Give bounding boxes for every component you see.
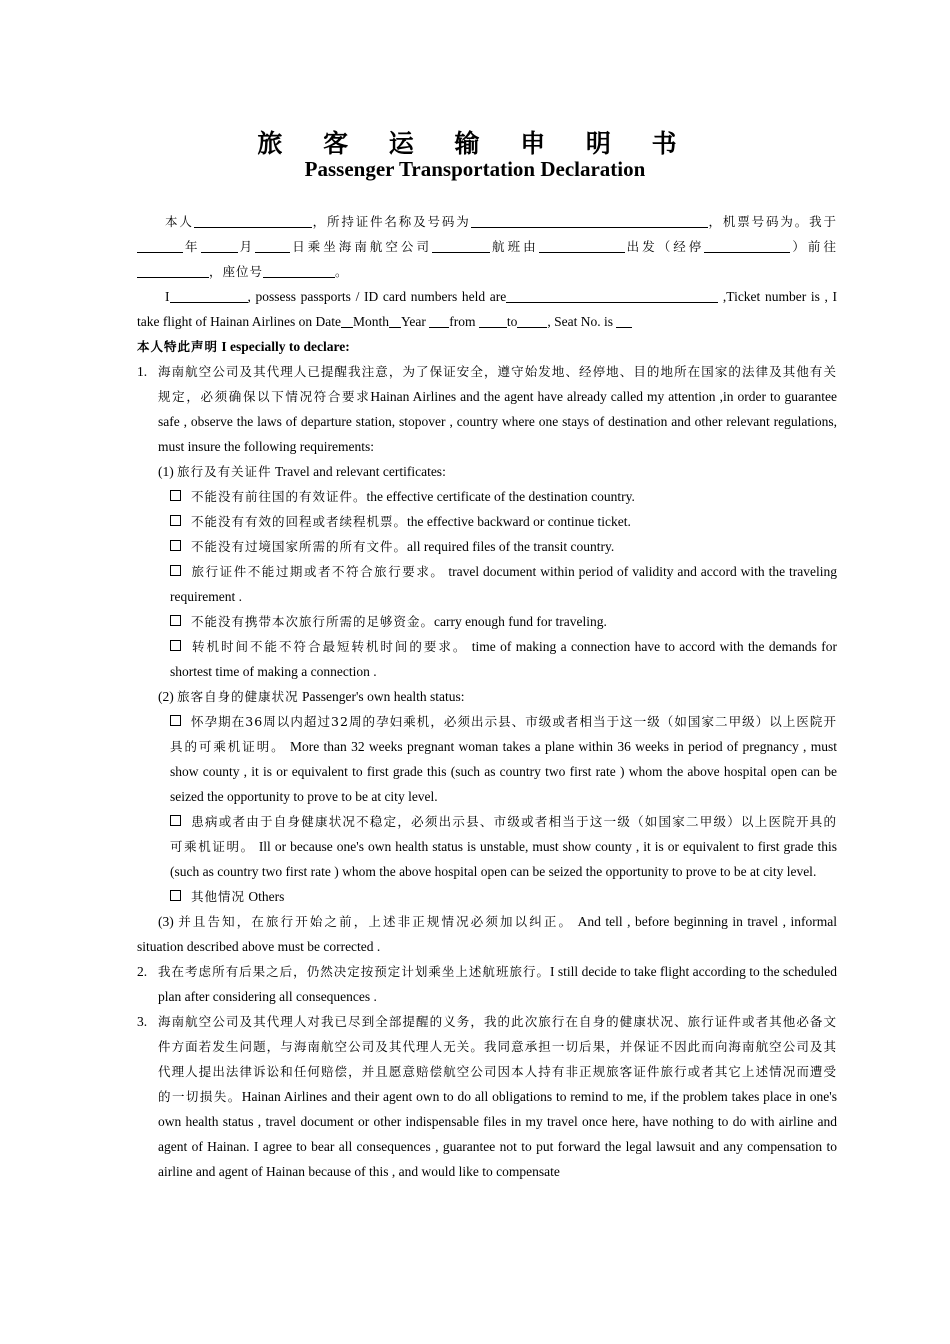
check-en: Others	[248, 889, 285, 904]
checkbox[interactable]	[170, 515, 181, 526]
declaration-body	[137, 209, 837, 1184]
item-3-en: Hainan Airlines and their agent own to do all obligations to remind to me, if the problem takes place in one's own health status , travel document or other indispensable files in my travel once here, have nothing to do with airline and agent of Hainan. I agree to bear all consequences , guarantee not to put forward the legal lawsuit and any compensation to airline and agent of Hainan because of this , and would like to compensate	[158, 1089, 837, 1179]
intro-cn-text: ，座位号	[209, 264, 264, 279]
destination-blank[interactable]	[137, 262, 209, 278]
check-en: the effective certificate of the destination country.	[366, 489, 635, 504]
check-item	[137, 534, 837, 559]
month-blank[interactable]	[201, 237, 238, 253]
intro-cn-text: 。	[335, 264, 349, 279]
checkbox[interactable]	[170, 815, 181, 826]
checkbox[interactable]	[170, 540, 181, 551]
flight-blank[interactable]	[432, 237, 490, 253]
item-number: 3.	[137, 1014, 148, 1029]
checkbox[interactable]	[170, 565, 181, 576]
check-item	[137, 809, 837, 884]
sub-label: (2)	[158, 689, 174, 704]
checkbox[interactable]	[170, 615, 181, 626]
check-item	[137, 484, 837, 509]
sub-3	[137, 909, 837, 959]
intro-en-text: Month	[352, 314, 389, 329]
title-english: Passenger Transportation Declaration	[304, 157, 646, 181]
declare-heading-en: I especially to declare:	[221, 339, 350, 354]
sub-1	[137, 459, 837, 484]
item-1-en: Hainan Airlines and the agent have already called my attention ,in order to guarantee safe , observe the laws of departure station, stopover , country where one stays of destination and other relevant regulations, must insure the following requirements:	[158, 389, 837, 454]
check-cn: 其他情况	[191, 889, 246, 904]
checkbox[interactable]	[170, 640, 181, 651]
check-cn: 转机时间不能不符合最短转机时间的要求。	[191, 639, 468, 654]
item-3-cn: 海南航空公司及其代理人对我已尽到全部提醒的义务，我的此次旅行在自身的健康状况、旅行证件或者其他必备文件方面若发生问题，与海南航空公司及其代理人无关。我同意承担一切后果，并保证不因此而向海南航空公司及其代理人提出法律诉讼和任何赔偿，并且愿意赔偿航空公司因本人持有非正规旅客证件旅行或者其它上述情况而遭受的一切损失。	[158, 1014, 837, 1104]
check-cn: 怀孕期在36周以内超过32周的孕妇乘机，必须出示县、市级或者相当于这一级（如国家二甲级）以上医院开具的可乘机证明。	[170, 714, 837, 754]
intro-cn-text: 日乘坐海南航空公司	[290, 239, 432, 254]
intro-en-text: to	[506, 314, 518, 329]
check-item	[137, 709, 837, 809]
item-1-cn: 海南航空公司及其代理人已提醒我注意，为了保证安全，遵守始发地、经停地、目的地所在国家的法律及其他有关规定，必须确保以下情况符合要求	[158, 364, 837, 404]
check-item	[137, 509, 837, 534]
intro-en-text: I	[165, 289, 170, 304]
sub-2	[137, 684, 837, 709]
to-blank-en[interactable]	[517, 312, 547, 328]
intro-en-text: , Seat No. is	[547, 314, 613, 329]
sub-3-en: And tell , before beginning in travel , informal situation described above must be corrected .	[137, 914, 837, 954]
item-1	[137, 359, 837, 459]
item-2	[137, 959, 837, 1009]
day-blank[interactable]	[255, 237, 290, 253]
intro-cn-text: ，机票号码为	[707, 214, 795, 229]
check-en: the effective backward or continue ticket.	[407, 514, 631, 529]
sub-1-en: Travel and relevant certificates:	[275, 464, 446, 479]
intro-cn-text: 本人	[165, 214, 194, 229]
checkbox[interactable]	[170, 490, 181, 501]
seat-blank-en[interactable]	[616, 312, 632, 328]
sub-2-cn: 旅客自身的健康状况	[177, 689, 299, 704]
checkbox[interactable]	[170, 715, 181, 726]
check-cn: 患病或者由于自身健康状况不稳定，必须出示县、市级或者相当于这一级（如国家二甲级）以上医院开具的可乘机证明。	[170, 814, 837, 854]
check-cn: 不能没有前往国的有效证件。	[191, 489, 367, 504]
check-item	[137, 609, 837, 634]
intro-cn-text: 。我于	[794, 214, 837, 229]
intro-cn-text: ）前往	[790, 239, 837, 254]
check-en: travel document within period of validity and accord with the traveling requirement .	[170, 564, 837, 604]
from-blank-en[interactable]	[479, 312, 507, 328]
item-number: 2.	[137, 964, 148, 979]
sub-2-en: Passenger's own health status:	[302, 689, 465, 704]
check-en: carry enough fund for traveling.	[434, 614, 607, 629]
date-blank-en[interactable]	[341, 312, 353, 328]
intro-cn-text: 年	[183, 239, 201, 254]
check-item	[137, 884, 837, 909]
intro-cn-text: 月	[237, 239, 256, 254]
check-cn: 旅行证件不能过期或者不符合旅行要求。	[191, 564, 445, 579]
name-blank[interactable]	[194, 212, 312, 228]
intro-chinese	[137, 209, 837, 284]
intro-english	[137, 284, 837, 334]
year-blank-en[interactable]	[429, 312, 449, 328]
intro-en-text: , I take flight of Hainan Airlines on Date	[137, 289, 838, 329]
month-blank-en[interactable]	[389, 312, 401, 328]
declare-heading	[137, 334, 837, 359]
intro-en-text: Year	[400, 314, 426, 329]
sub-1-cn: 旅行及有关证件	[177, 464, 272, 479]
intro-en-text: from	[449, 314, 476, 329]
id-number-blank-en[interactable]	[506, 287, 718, 303]
check-item	[137, 559, 837, 609]
id-number-blank[interactable]	[471, 212, 708, 228]
intro-en-text: , possess passports / ID card numbers held are	[247, 289, 507, 304]
item-3	[137, 1009, 837, 1184]
sub-label: (3)	[158, 914, 174, 929]
check-en: Ill or because one's own health status is unstable, must show county , it is or equivalent to first grade this (such as country two first rate ) whom the above hospital open can be seized the opportunity to prove to be at city level.	[170, 839, 837, 879]
name-blank-en[interactable]	[170, 287, 248, 303]
intro-en-text: ,Ticket number is	[722, 289, 820, 304]
item-2-en: I still decide to take flight according to the scheduled plan after considering all consequences .	[158, 964, 837, 1004]
check-cn: 不能没有过境国家所需的所有文件。	[191, 539, 408, 554]
seat-blank[interactable]	[263, 262, 335, 278]
stopover-blank[interactable]	[704, 237, 790, 253]
check-cn: 不能没有携带本次旅行所需的足够资金。	[191, 614, 435, 629]
check-en: More than 32 weeks pregnant woman takes a plane within 36 weeks in period of pregnancy , must show county , it is or equivalent to first grade this (such as country two first rate ) whom the above hospital open can be seized the opportunity to prove to be at city level.	[170, 739, 837, 804]
item-2-cn: 我在考虑所有后果之后，仍然决定按预定计划乘坐上述航班旅行。	[158, 964, 551, 979]
origin-blank[interactable]	[539, 237, 625, 253]
check-cn: 不能没有有效的回程或者续程机票。	[191, 514, 408, 529]
sub-label: (1)	[158, 464, 174, 479]
sub-3-cn: 并且告知，在旅行开始之前，上述非正规情况必须加以纠正。	[178, 914, 574, 929]
item-number: 1.	[137, 364, 148, 379]
checkbox[interactable]	[170, 890, 181, 901]
title-chinese: 旅 客 运 输 申 明 书	[257, 129, 693, 158]
year-blank[interactable]	[137, 237, 183, 253]
check-en: time of making a connection have to accord with the demands for shortest time of making a connection .	[170, 639, 837, 679]
intro-cn-text: ，所持证件名称及号码为	[311, 214, 471, 229]
intro-cn-text: 出发（经停	[624, 239, 705, 254]
check-en: all required files of the transit country.	[407, 539, 615, 554]
declare-heading-cn: 本人特此声明	[137, 339, 219, 354]
check-item	[137, 634, 837, 684]
intro-cn-text: 航班由	[490, 239, 539, 254]
